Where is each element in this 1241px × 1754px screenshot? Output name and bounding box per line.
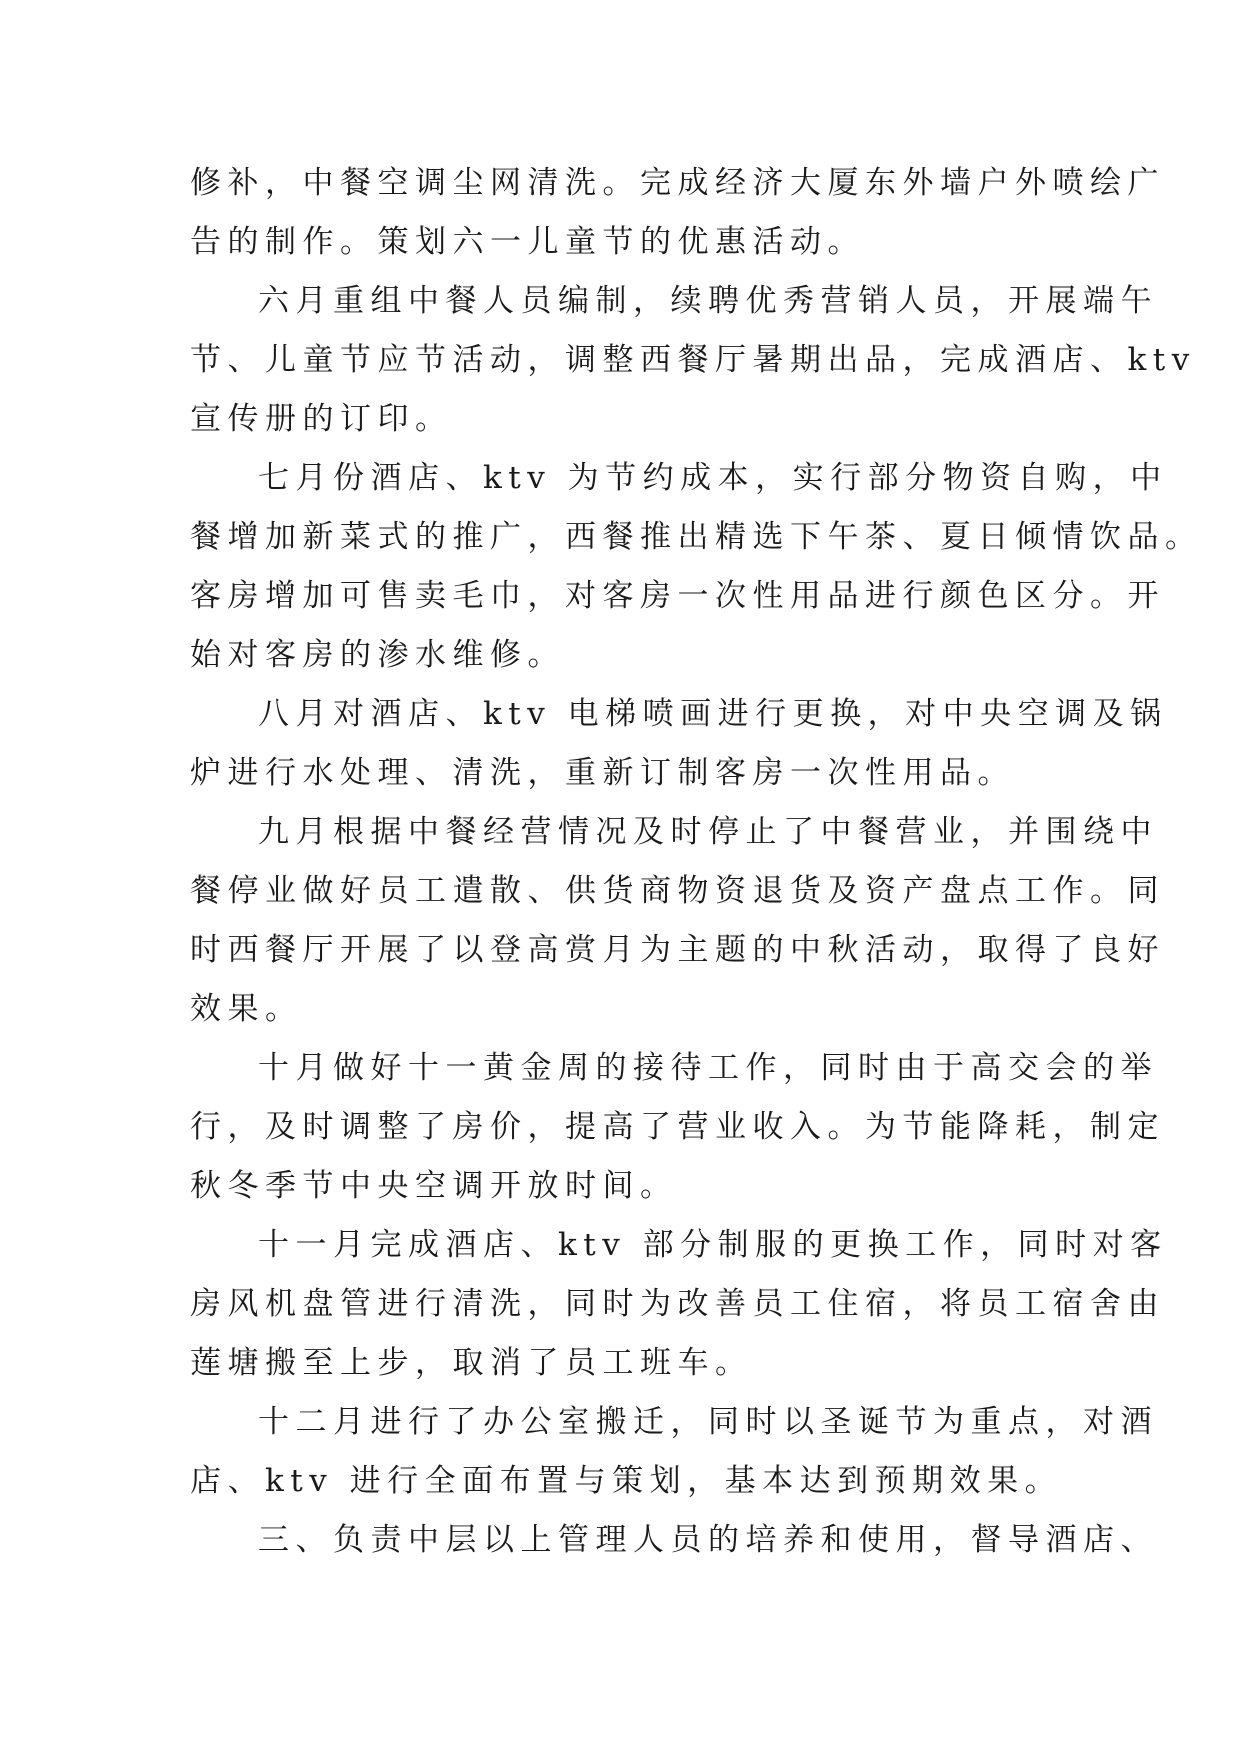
- text-line: 修补，中餐空调尘网清洗。完成经济大厦东外墙户外喷绘广: [190, 165, 1165, 201]
- text-line: 三、负责中层以上管理人员的培养和使用，督导酒店、: [258, 1522, 1158, 1558]
- text-line: 效果。: [190, 991, 303, 1027]
- text-line: 始对客房的渗水维修。: [190, 637, 565, 673]
- text-line: 节、儿童节应节活动，调整西餐厅暑期出品，完成酒店、ktv: [190, 342, 1196, 378]
- text-line: 房风机盘管进行清洗，同时为改善员工住宿，将员工宿舍由: [190, 1286, 1165, 1322]
- paragraph: [190, 803, 1165, 1039]
- text-line: 炉进行水处理、清洗，重新订制客房一次性用品。: [190, 755, 1015, 791]
- text-line: 十二月进行了办公室搬迁，同时以圣诞节为重点，对酒: [258, 1404, 1158, 1440]
- text-line: 行，及时调整了房价，提高了营业收入。为节能降耗，制定: [190, 1109, 1165, 1145]
- text-line: 告的制作。策划六一儿童节的优惠活动。: [190, 224, 865, 260]
- text-line: 六月重组中餐人员编制，续聘优秀营销人员，开展端午: [258, 283, 1158, 319]
- paragraph: [190, 1393, 1158, 1511]
- paragraph: [190, 1039, 1165, 1216]
- text-line: 八月对酒店、ktv 电梯喷画进行更换，对中央空调及锅: [258, 696, 1168, 732]
- text-line: 十一月完成酒店、ktv 部分制服的更换工作，同时对客: [258, 1227, 1168, 1263]
- text-line: 餐停业做好员工遣散、供货商物资退货及资产盘点工作。同: [190, 873, 1165, 909]
- paragraph: [190, 685, 1168, 803]
- text-line: 十月做好十一黄金周的接待工作，同时由于高交会的举: [258, 1050, 1158, 1086]
- text-line: 店、ktv 进行全面布置与策划，基本达到预期效果。: [190, 1463, 1063, 1499]
- text-line: 秋冬季节中央空调开放时间。: [190, 1168, 678, 1204]
- text-line: 餐增加新菜式的推广，西餐推出精选下午茶、夏日倾情饮品。: [190, 519, 1203, 555]
- text-line: 时西餐厅开展了以登高赏月为主题的中秋活动，取得了良好: [190, 932, 1165, 968]
- text-line: 莲塘搬至上步，取消了员工班车。: [190, 1345, 753, 1381]
- text-line: 宣传册的订印。: [190, 401, 453, 437]
- text-line: 七月份酒店、ktv 为节约成本，实行部分物资自购，中: [258, 460, 1168, 496]
- paragraph: [190, 1216, 1168, 1393]
- text-line: 九月根据中餐经营情况及时停止了中餐营业，并围绕中: [258, 814, 1158, 850]
- paragraph: [190, 154, 1165, 272]
- paragraph: [190, 272, 1196, 449]
- paragraph: [190, 449, 1203, 685]
- text-line: 客房增加可售卖毛巾，对客房一次性用品进行颜色区分。开: [190, 578, 1165, 614]
- document-body: [190, 154, 1203, 1570]
- paragraph: [190, 1511, 1158, 1570]
